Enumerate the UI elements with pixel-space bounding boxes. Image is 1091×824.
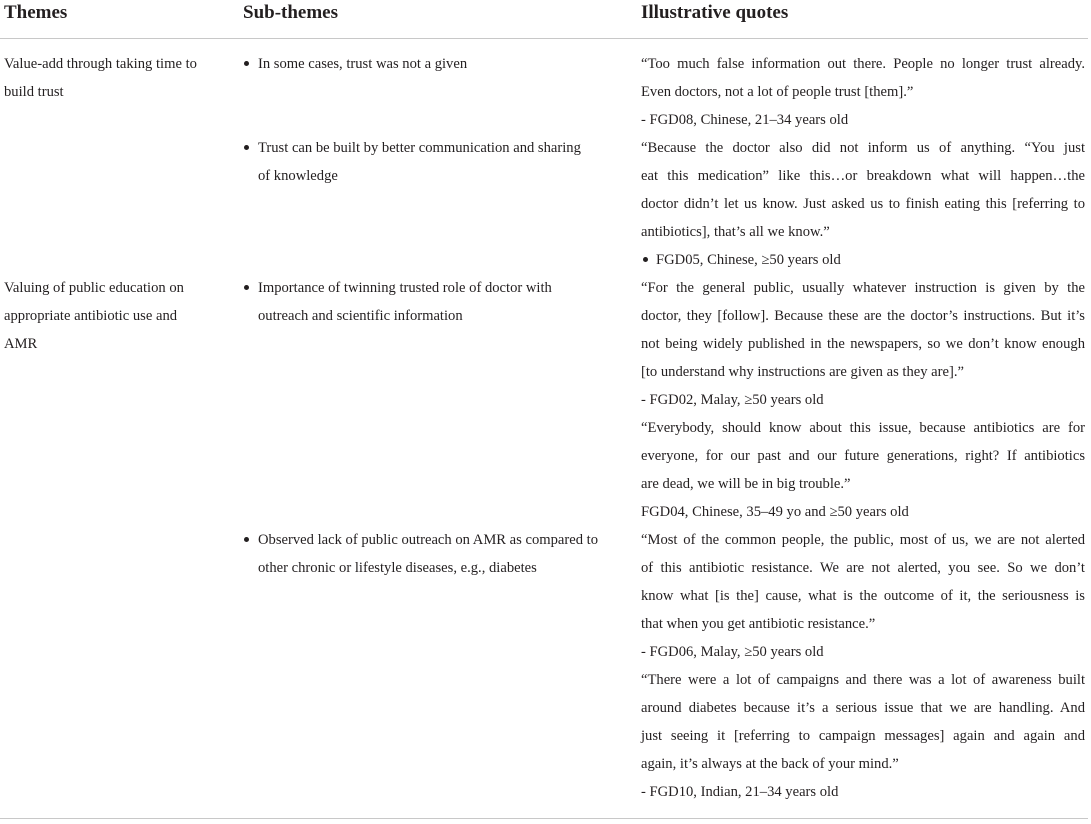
subtheme-text: Trust can be built by better communication and sharing [258, 140, 581, 156]
theme-text: AMR [4, 336, 38, 352]
quote-line: not being widely published in the newspapers, so we don’t know enough [641, 336, 1085, 352]
table-bottom-rule [0, 818, 1088, 819]
quote-line: of this antibiotic resistance. We are not alerted, you see. So we don’t [641, 560, 1085, 576]
quote-line: “Because the doctor also did not inform us of anything. “You just [641, 140, 1085, 156]
theme-text: build trust [4, 84, 64, 100]
quote-attribution: FGD04, Chinese, 35–49 yo and ≥50 years old [641, 504, 909, 520]
quote-line: are dead, we will be in big trouble.” [641, 476, 851, 492]
quote-attribution: - FGD10, Indian, 21–34 years old [641, 784, 839, 800]
subtheme-text: Importance of twinning trusted role of doctor with [258, 280, 552, 296]
quote-attribution: FGD05, Chinese, ≥50 years old [656, 252, 841, 268]
quote-line: everyone, for our past and our future generations, right? If antibiotics [641, 448, 1085, 464]
subtheme-text: other chronic or lifestyle diseases, e.g., diabetes [258, 560, 537, 576]
subtheme-text: outreach and scientific information [258, 308, 463, 324]
quote-line: doctor didn’t let us know. Just asked us to finish eating this [referring to [641, 196, 1085, 212]
quote-line: antibiotics], that’s all we know.” [641, 224, 830, 240]
quote-line: [to understand why instructions are given as they are].” [641, 364, 964, 380]
quote-line: doctor, they [follow]. Because these are the doctor’s instructions. But it’s [641, 308, 1085, 324]
quote-line: know what [is the] cause, what is the outcome of it, the seriousness is [641, 588, 1085, 604]
header-themes: Themes [4, 2, 68, 23]
quote-line: “There were a lot of campaigns and there was a lot of awareness built [641, 672, 1085, 688]
quote-line: “Too much false information out there. People no longer trust already. [641, 56, 1085, 72]
quote-line: “For the general public, usually whatever instruction is given by the [641, 280, 1085, 296]
subtheme-text: Observed lack of public outreach on AMR as compared to [258, 532, 599, 548]
header-divider [0, 38, 1088, 39]
header-quotes: Illustrative quotes [641, 2, 789, 23]
quote-line: Even doctors, not a lot of people trust [them].” [641, 84, 914, 100]
quote-line: again, it’s always at the back of your mind.” [641, 756, 899, 772]
quote-line: “Most of the common people, the public, most of us, we are not alerted [641, 532, 1085, 548]
theme-text: Value-add through taking time to [4, 56, 197, 72]
quote-line: that when you get antibiotic resistance.” [641, 616, 876, 632]
quote-attribution: - FGD08, Chinese, 21–34 years old [641, 112, 849, 128]
quote-attribution: - FGD06, Malay, ≥50 years old [641, 644, 824, 660]
header-subthemes: Sub-themes [243, 2, 339, 23]
quote-line: just seeing it [referring to campaign messages] again and again and [641, 728, 1085, 744]
theme-text: appropriate antibiotic use and [4, 308, 178, 324]
subtheme-text: In some cases, trust was not a given [258, 56, 468, 72]
subtheme-text: of knowledge [258, 168, 338, 184]
quote-line: eat this medication” like this…or breakdown what will happen…the [641, 168, 1085, 184]
theme-text: Valuing of public education on [4, 280, 184, 296]
quote-line: around diabetes because it’s a serious issue that we are handling. And [641, 700, 1085, 716]
quote-line: “Everybody, should know about this issue, because antibiotics are for [641, 420, 1085, 436]
quote-attribution: - FGD02, Malay, ≥50 years old [641, 392, 824, 408]
